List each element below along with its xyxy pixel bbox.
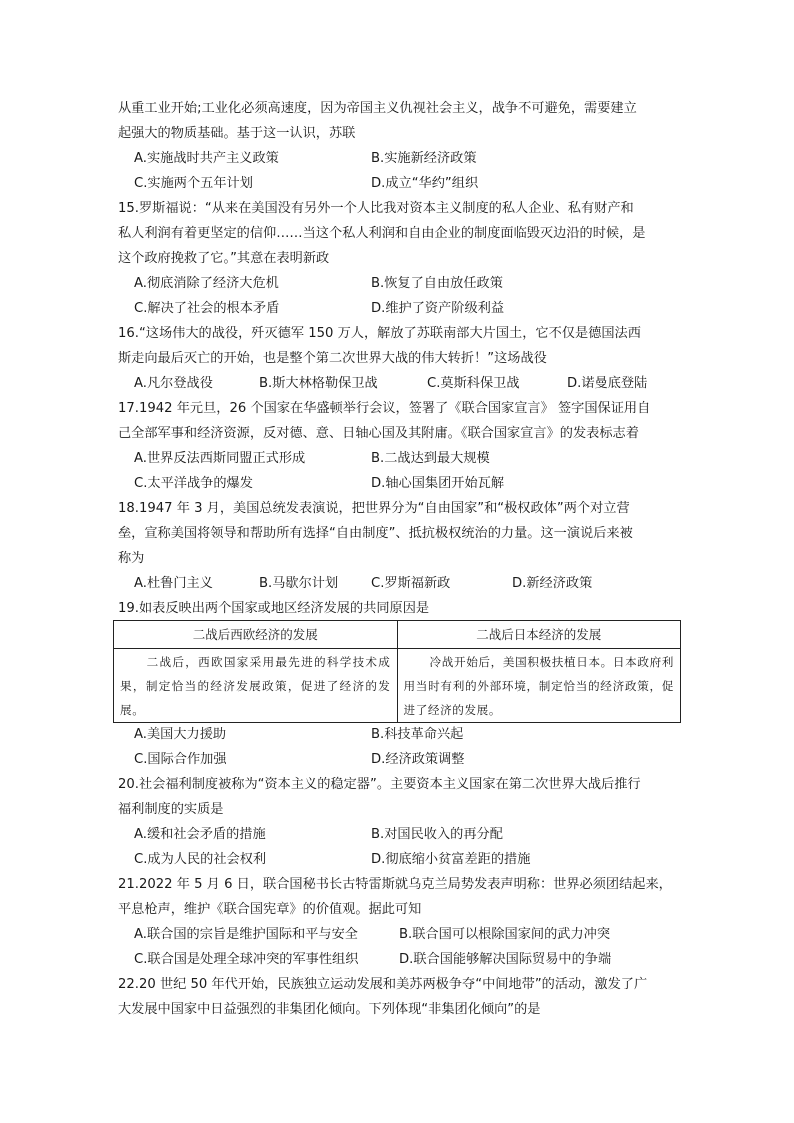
comparison-table (113, 620, 681, 723)
question-21-stem: 21.2022 年 5 月 6 日，联合国秘书长古特雷斯就乌克兰局势发表声明称：世界必须团结起来， (118, 877, 672, 892)
option-d: D.成立“华约”组织 (371, 176, 479, 191)
question-text: 起强大的物质基础。基于这一认识，苏联 (118, 126, 356, 141)
option-a: A.实施战时共产主义政策 (134, 151, 279, 166)
option-b: B.马歇尔计划 (259, 576, 339, 591)
option-c: C.罗斯福新政 (371, 576, 451, 591)
question-20-stem: 福利制度的实质是 (118, 802, 224, 817)
option-a: A.联合国的宗旨是维护国际和平与安全 (134, 927, 358, 942)
option-a: A.缓和社会矛盾的措施 (134, 827, 266, 842)
option-b: B.联合国可以根除国家间的武力冲突 (399, 927, 611, 942)
option-c: C.太平洋战争的爆发 (134, 476, 253, 491)
table-cell-left (114, 649, 398, 723)
table-header-left: 二战后西欧经济的发展 (114, 621, 398, 649)
question-15-stem: 私人利润有着更坚定的信仰……当这个私人利润和自由企业的制度面临毁灭边沿的时候，是 (118, 226, 646, 241)
option-b: B.对国民收入的再分配 (371, 827, 503, 842)
question-22-stem: 22.20 世纪 50 年代开始，民族独立运动发展和美苏两极争夺“中间地带”的活动，激发了广 (118, 977, 648, 992)
option-d: D.诺曼底登陆 (567, 376, 648, 391)
option-a: A.美国大力援助 (134, 727, 227, 742)
question-16-stem: 斯走向最后灭亡的开始，也是整个第二次世界大战的伟大转折！”这场战役 (118, 351, 547, 366)
option-b: B.斯大林格勒保卫战 (259, 376, 378, 391)
option-a: A.杜鲁门主义 (134, 576, 213, 591)
option-c: C.成为人民的社会权利 (134, 852, 267, 867)
option-c: C.莫斯科保卫战 (427, 376, 520, 391)
question-21-stem: 平息枪声，维护《联合国宪章》的价值观。据此可知 (118, 902, 422, 917)
question-18-stem: 称为 (118, 551, 145, 566)
question-19-stem: 19.如表反映出两个国家或地区经济发展的共同原因是 (118, 601, 430, 616)
option-d: D.联合国能够解决国际贸易中的争端 (399, 952, 612, 967)
option-d: D.轴心国集团开始瓦解 (371, 476, 505, 491)
question-16-stem: 16.“这场伟大的战役，歼灭德军 150 万人，解放了苏联南部大片国土，它不仅是德国法西 (118, 326, 641, 341)
option-c: C.国际合作加强 (134, 752, 227, 767)
question-20-stem: 20.社会福利制度被称为“资本主义的稳定器”。主要资本主义国家在第二次世界大战后推行 (118, 777, 641, 792)
table-cell-left-text: 二战后，西欧国家采用最先进的科学技术成果，制定恰当的经济发展政策，促进了经济的发展。 (120, 655, 391, 717)
question-17-stem: 己全部军事和经济资源，反对德、意、日轴心国及其附庸。《联合国家宣言》的发表标志着 (118, 426, 639, 441)
question-18-stem: 垒，宣称美国将领导和帮助所有选择“自由制度”、抵抗极权统治的力量。这一演说后来被 (118, 526, 633, 541)
option-d: D.彻底缩小贫富差距的措施 (371, 852, 531, 867)
table-header-right: 二战后日本经济的发展 (397, 621, 681, 649)
question-15-stem: 15.罗斯福说：“从来在美国没有另外一个人比我对资本主义制度的私人企业、私有财产和 (118, 201, 634, 216)
question-17-stem: 17.1942 年元旦，26 个国家在华盛顿举行会议，签署了《联合国家宣言》 签字国保证用自 (118, 401, 651, 416)
table-cell-right-text: 冷战开始后，美国积极扶植日本。日本政府利用当时有利的外部环境，制定恰当的经济政策，促进了经济的发展。 (403, 655, 674, 717)
option-a: A.彻底消除了经济大危机 (134, 276, 279, 291)
option-b: B.科技革命兴起 (371, 727, 464, 742)
option-a: A.世界反法西斯同盟正式形成 (134, 451, 306, 466)
option-b: B.恢复了自由放任政策 (371, 276, 503, 291)
question-15-stem: 这个政府挽救了它。”其意在表明新政 (118, 251, 330, 266)
table-cell-right (397, 649, 681, 723)
option-d: D.经济政策调整 (371, 752, 465, 767)
option-c: C.实施两个五年计划 (134, 176, 253, 191)
option-b: B.二战达到最大规模 (371, 451, 490, 466)
question-22-stem: 大发展中国家中日益强烈的非集团化倾向。下列体现“非集团化倾向”的是 (118, 1002, 541, 1017)
option-c: C.联合国是处理全球冲突的军事性组织 (134, 952, 359, 967)
option-d: D.维护了资产阶级利益 (371, 301, 505, 316)
option-d: D.新经济政策 (512, 576, 593, 591)
option-a: A.凡尔登战役 (134, 376, 213, 391)
question-text: 从重工业开始;工业化必须高速度，因为帝国主义仇视社会主义，战争不可避免，需要建立 (118, 101, 637, 116)
question-18-stem: 18.1947 年 3 月，美国总统发表演说，把世界分为“自由国家”和“极权政体”两个对立营 (118, 501, 630, 516)
option-b: B.实施新经济政策 (371, 151, 477, 166)
option-c: C.解决了社会的根本矛盾 (134, 301, 280, 316)
